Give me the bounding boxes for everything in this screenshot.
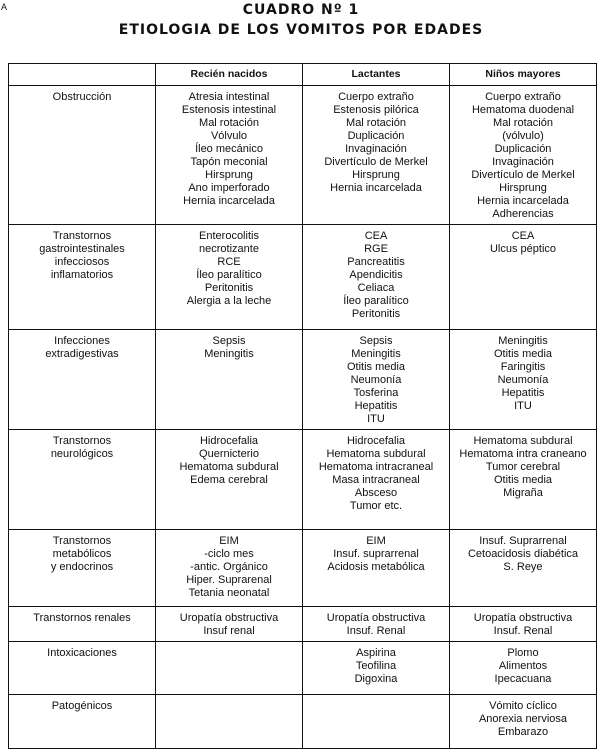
category-cell bbox=[9, 330, 156, 430]
table-subtitle: ETIOLOGIA DE LOS VOMITOS POR EDADES bbox=[118, 22, 484, 38]
cell-line: Hematoma duodenal bbox=[471, 104, 575, 116]
cell-line: Patogénicos bbox=[51, 700, 113, 712]
cell-line: Atresia intestinal bbox=[188, 91, 270, 103]
infants-cell bbox=[303, 642, 450, 695]
cell-line: Tumor cerebral bbox=[485, 461, 561, 473]
table-row bbox=[9, 430, 597, 530]
cell-line: Infecciones bbox=[54, 335, 110, 347]
cell-line: Celiaca bbox=[357, 282, 395, 294]
category-cell bbox=[9, 695, 156, 749]
cell-line: Hirsprung bbox=[499, 182, 547, 194]
cell-line: Tetania neonatal bbox=[188, 587, 270, 599]
header-cell-infants: Lactantes bbox=[303, 64, 450, 86]
cell-line: Tumor etc. bbox=[349, 500, 403, 512]
table-row bbox=[9, 225, 597, 330]
cell-line: Hematoma subdural bbox=[326, 448, 426, 460]
cell-line: Uropatía obstructiva bbox=[326, 612, 426, 624]
infants-cell bbox=[303, 695, 450, 749]
cell-line: Obstrucción bbox=[52, 91, 112, 103]
cell-line: Vólvulo bbox=[210, 130, 248, 142]
header-cell-newborns: Recién nacidos bbox=[156, 64, 303, 86]
cell-line: Tosferina bbox=[353, 387, 399, 399]
cell-line: EIM bbox=[219, 535, 239, 547]
cell-line: Ulcus péptico bbox=[489, 243, 557, 255]
cell-line: Mal rotación bbox=[346, 117, 406, 129]
cell-line: Hidrocefalia bbox=[199, 435, 259, 447]
older-children-cell bbox=[450, 430, 597, 530]
cell-line: Acidosis metabólica bbox=[327, 561, 425, 573]
table-row bbox=[9, 86, 597, 225]
infants-cell bbox=[303, 530, 450, 607]
cell-line: Transtornos bbox=[52, 535, 112, 547]
cell-line: Faringitis bbox=[500, 361, 546, 373]
cell-line: Hematoma intra craneano bbox=[459, 448, 587, 460]
table-row bbox=[9, 695, 597, 749]
category-cell bbox=[9, 607, 156, 642]
cell-line: Migraña bbox=[503, 487, 543, 499]
cell-line: Insuf. Renal bbox=[493, 625, 553, 637]
cell-line: (vólvulo) bbox=[502, 130, 544, 142]
cell-line: Transtornos bbox=[52, 230, 112, 242]
infants-cell bbox=[303, 225, 450, 330]
newborns-cell bbox=[156, 330, 303, 430]
cell-line: Sepsis bbox=[359, 335, 393, 347]
cell-line: Hernia incarcelada bbox=[477, 195, 569, 207]
cell-line: Teofilina bbox=[355, 660, 397, 672]
cell-line: Transtornos renales bbox=[33, 612, 131, 624]
cell-line: extradigestivas bbox=[45, 348, 119, 360]
cell-line: neurológicos bbox=[50, 448, 114, 460]
corner-mark: A bbox=[1, 2, 8, 12]
cell-line: Otitis media bbox=[493, 348, 553, 360]
cell-line: Hirsprung bbox=[352, 169, 400, 181]
newborns-cell bbox=[156, 430, 303, 530]
cell-line: Aspirina bbox=[356, 647, 396, 659]
cell-line: ITU bbox=[514, 400, 532, 412]
cell-line: Insuf renal bbox=[203, 625, 255, 637]
cell-line: Invaginación bbox=[345, 143, 407, 155]
older-children-cell bbox=[450, 695, 597, 749]
cell-line: Vómito cíclico bbox=[489, 700, 557, 712]
cell-line: RCE bbox=[217, 256, 241, 268]
older-children-cell bbox=[450, 530, 597, 607]
cell-line: Divertículo de Merkel bbox=[324, 156, 428, 168]
cell-line: Hematoma subdural bbox=[473, 435, 573, 447]
infants-cell bbox=[303, 607, 450, 642]
page-header bbox=[0, 0, 602, 60]
cell-line: Intoxicaciones bbox=[47, 647, 117, 659]
cell-line: Insuf. suprarrenal bbox=[333, 548, 419, 560]
cell-line: Ipecacuana bbox=[494, 673, 552, 685]
cell-line: Invaginación bbox=[492, 156, 554, 168]
category-cell bbox=[9, 225, 156, 330]
cell-line: Alergia a la leche bbox=[186, 295, 272, 307]
cell-line: Transtornos bbox=[52, 435, 112, 447]
cell-line: Tapón meconial bbox=[190, 156, 268, 168]
cell-line: Sepsis bbox=[212, 335, 246, 347]
cell-line: Apendicitis bbox=[349, 269, 403, 281]
cell-line: Ano imperforado bbox=[188, 182, 270, 194]
cell-line: Mal rotación bbox=[493, 117, 553, 129]
cell-line: CEA bbox=[511, 230, 535, 242]
cell-line: Cuerpo extraño bbox=[485, 91, 561, 103]
cell-line: Íleo paralítico bbox=[196, 269, 262, 281]
cell-line: Mal rotación bbox=[199, 117, 259, 129]
cell-line: Neumonía bbox=[497, 374, 549, 386]
cell-line: Adherencias bbox=[492, 208, 554, 220]
table-row bbox=[9, 607, 597, 642]
table-title: CUADRO Nº 1 bbox=[242, 2, 360, 18]
cell-line: Neumonía bbox=[350, 374, 402, 386]
cell-line: CEA bbox=[364, 230, 388, 242]
cell-line: necrotizante bbox=[199, 243, 259, 255]
infants-cell bbox=[303, 430, 450, 530]
cell-line: Hepatitis bbox=[501, 387, 545, 399]
cell-line: Cetoacidosis diabética bbox=[467, 548, 579, 560]
cell-line: Hematoma subdural bbox=[179, 461, 279, 473]
header-cell-older-children: Niños mayores bbox=[450, 64, 597, 86]
infants-cell bbox=[303, 330, 450, 430]
older-children-cell bbox=[450, 225, 597, 330]
table-header-row bbox=[9, 64, 597, 86]
cell-line: Masa intracraneal bbox=[332, 474, 420, 486]
cell-line: -antic. Orgánico bbox=[190, 561, 268, 573]
older-children-cell bbox=[450, 330, 597, 430]
cell-line: RGE bbox=[364, 243, 388, 255]
cell-line: Otitis media bbox=[493, 474, 553, 486]
cell-line: Meningitis bbox=[351, 348, 401, 360]
cell-line: Otitis media bbox=[346, 361, 406, 373]
cell-line: ITU bbox=[367, 413, 385, 425]
cell-line: Enterocolitis bbox=[199, 230, 259, 242]
cell-line: Anorexia nerviosa bbox=[478, 713, 568, 725]
cell-line: Hidrocefalia bbox=[346, 435, 406, 447]
older-children-cell bbox=[450, 642, 597, 695]
cell-line: gastrointestinales bbox=[39, 243, 125, 255]
etiology-table bbox=[8, 63, 597, 749]
table-row bbox=[9, 330, 597, 430]
cell-line: Hematoma intracraneal bbox=[318, 461, 434, 473]
cell-line: Duplicación bbox=[347, 130, 405, 142]
cell-line: Hernia incarcelada bbox=[183, 195, 275, 207]
cell-line: Meningitis bbox=[204, 348, 254, 360]
older-children-cell bbox=[450, 86, 597, 225]
cell-line: Íleo paralítico bbox=[343, 295, 409, 307]
table-row bbox=[9, 642, 597, 695]
cell-line: Insuf. Suprarrenal bbox=[479, 535, 567, 547]
newborns-cell bbox=[156, 607, 303, 642]
cell-line: Uropatía obstructiva bbox=[473, 612, 573, 624]
cell-line: inflamatorios bbox=[50, 269, 114, 281]
cell-line: Duplicación bbox=[494, 143, 552, 155]
cell-line: Quernicterio bbox=[199, 448, 259, 460]
category-cell bbox=[9, 86, 156, 225]
table-row bbox=[9, 530, 597, 607]
cell-line: Peritonitis bbox=[351, 308, 401, 320]
cell-line: Embarazo bbox=[497, 726, 549, 738]
cell-line: Estenosis intestinal bbox=[181, 104, 277, 116]
cell-line: Peritonitis bbox=[204, 282, 254, 294]
newborns-cell bbox=[156, 225, 303, 330]
cell-line: Insuf. Renal bbox=[346, 625, 406, 637]
cell-line: -ciclo mes bbox=[204, 548, 254, 560]
cell-line: Uropatía obstructiva bbox=[179, 612, 279, 624]
infants-cell bbox=[303, 86, 450, 225]
cell-line: Hepatitis bbox=[354, 400, 398, 412]
table-body bbox=[9, 86, 597, 749]
cell-line: S. Reye bbox=[503, 561, 543, 573]
cell-line: y endocrinos bbox=[50, 561, 114, 573]
cell-line: Cuerpo extraño bbox=[338, 91, 414, 103]
newborns-cell bbox=[156, 642, 303, 695]
category-cell bbox=[9, 430, 156, 530]
older-children-cell bbox=[450, 607, 597, 642]
cell-line: Plomo bbox=[507, 647, 539, 659]
cell-line: Estenosis pilórica bbox=[333, 104, 419, 116]
cell-line: Digoxina bbox=[354, 673, 398, 685]
cell-line: Pancreatitis bbox=[347, 256, 405, 268]
cell-line: Hiper. Suprarenal bbox=[186, 574, 272, 586]
cell-line: Divertículo de Merkel bbox=[471, 169, 575, 181]
newborns-cell bbox=[156, 530, 303, 607]
cell-line: Edema cerebral bbox=[190, 474, 268, 486]
cell-line: EIM bbox=[366, 535, 386, 547]
cell-line: Alimentos bbox=[498, 660, 548, 672]
cell-line: Meningitis bbox=[498, 335, 548, 347]
cell-line: Absceso bbox=[354, 487, 398, 499]
cell-line: Hirsprung bbox=[205, 169, 253, 181]
category-cell bbox=[9, 642, 156, 695]
cell-line: Hernia incarcelada bbox=[330, 182, 422, 194]
cell-line: infecciosos bbox=[54, 256, 110, 268]
category-cell bbox=[9, 530, 156, 607]
newborns-cell bbox=[156, 695, 303, 749]
cell-line: Íleo mecánico bbox=[195, 143, 263, 155]
cell-line: metabólicos bbox=[52, 548, 112, 560]
newborns-cell bbox=[156, 86, 303, 225]
header-cell-empty bbox=[9, 64, 156, 86]
